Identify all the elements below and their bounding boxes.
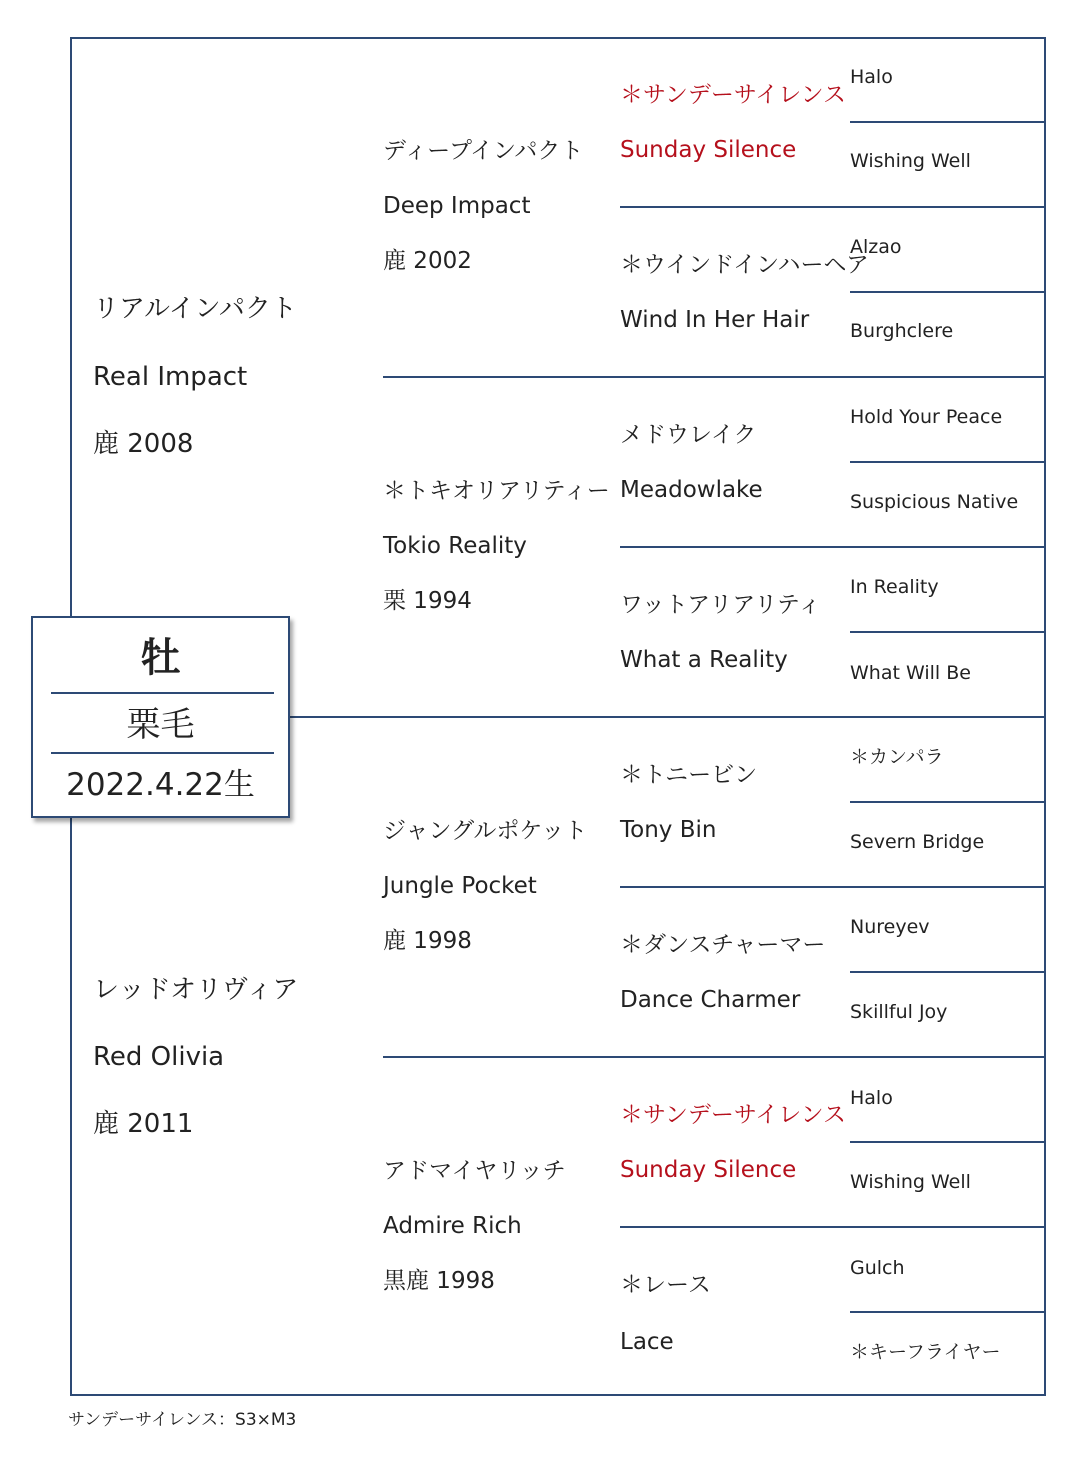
gen3-name-en: What a Reality <box>620 647 788 673</box>
subject-separator <box>51 692 274 694</box>
subject-separator <box>51 752 274 754</box>
gen3-name-jp: ＊サンデーサイレンス <box>620 1102 846 1128</box>
gen3-name-jp: ＊ダンスチャーマー <box>620 932 826 958</box>
divider-gen4 <box>850 461 1046 463</box>
gen4-name: Suspicious Native <box>850 491 1019 513</box>
divider-gen4 <box>850 121 1046 123</box>
gen2-name-jp: アドマイヤリッチ <box>383 1158 566 1184</box>
dam-info: 鹿 2011 <box>93 1109 194 1139</box>
divider-gen4 <box>850 801 1046 803</box>
inbreeding-footnote: サンデーサイレンス：S3×M3 <box>68 1410 297 1430</box>
gen2-name-en: Jungle Pocket <box>383 873 537 899</box>
gen2-info: 栗 1994 <box>383 588 472 614</box>
gen4-name: Burghclere <box>850 320 954 342</box>
dam-name-en: Red Olivia <box>93 1042 225 1072</box>
gen3-name-en: Dance Charmer <box>620 987 801 1013</box>
subject-color: 栗毛 <box>126 705 195 745</box>
gen3-name-en: Sunday Silence <box>620 137 797 163</box>
gen4-name: ＊キーフライヤー <box>850 1341 1001 1363</box>
gen4-name: Gulch <box>850 1257 905 1279</box>
gen3-name-en: Lace <box>620 1329 674 1355</box>
subject-box <box>31 616 290 818</box>
divider-gen4 <box>850 291 1046 293</box>
gen4-name: Wishing Well <box>850 150 971 172</box>
gen4-name: Severn Bridge <box>850 831 985 853</box>
gen3-name-jp: ＊サンデーサイレンス <box>620 82 846 108</box>
divider-gen4 <box>850 631 1046 633</box>
subject-sex: 牡 <box>140 635 181 681</box>
gen4-name: Hold Your Peace <box>850 406 1003 428</box>
gen2-name-en: Deep Impact <box>383 193 531 219</box>
gen4-name: Halo <box>850 1087 893 1109</box>
gen4-name: Skillful Joy <box>850 1001 948 1023</box>
divider-gen2 <box>383 376 1046 378</box>
gen2-name-jp: ディープインパクト <box>383 138 584 164</box>
gen4-name: Halo <box>850 66 893 88</box>
gen3-name-jp: ＊ウインドインハーヘア <box>620 252 869 278</box>
gen3-name-en: Sunday Silence <box>620 1157 797 1183</box>
dam-name-jp: レッドオリヴィア <box>93 975 299 1005</box>
gen4-name: Nureyev <box>850 916 930 938</box>
gen4-name: Alzao <box>850 236 902 258</box>
gen4-name: What Will Be <box>850 662 971 684</box>
gen4-name: Wishing Well <box>850 1171 971 1193</box>
divider-gen2 <box>383 1056 1046 1058</box>
gen3-name-jp: ＊レース <box>620 1272 711 1298</box>
gen3-name-jp: ＊トニービン <box>620 762 758 788</box>
divider-gen3 <box>620 206 1046 208</box>
sire-name-en: Real Impact <box>93 362 248 392</box>
gen2-info: 鹿 1998 <box>383 928 472 954</box>
divider-gen3 <box>620 886 1046 888</box>
gen3-name-en: Tony Bin <box>620 817 717 843</box>
gen4-name: ＊カンパラ <box>850 746 944 768</box>
gen2-name-en: Admire Rich <box>383 1213 522 1239</box>
gen2-name-jp: ジャングルポケット <box>383 818 588 844</box>
gen2-name-en: Tokio Reality <box>383 533 527 559</box>
gen2-info: 黒鹿 1998 <box>383 1268 495 1294</box>
gen2-name-jp: ＊トキオリアリティー <box>383 478 610 504</box>
divider-gen3 <box>620 546 1046 548</box>
gen3-name-jp: ワットアリアリティ <box>620 592 822 618</box>
gen3-name-en: Meadowlake <box>620 477 763 503</box>
sire-name-jp: リアルインパクト <box>93 294 297 324</box>
sire-info: 鹿 2008 <box>93 429 194 459</box>
gen4-name: In Reality <box>850 576 939 598</box>
gen3-name-jp: メドウレイク <box>620 422 757 448</box>
subject-birth: 2022.4.22生 <box>66 767 255 803</box>
divider-gen3 <box>620 1226 1046 1228</box>
divider-gen4 <box>850 1311 1046 1313</box>
gen2-info: 鹿 2002 <box>383 248 472 274</box>
divider-gen4 <box>850 1141 1046 1143</box>
divider-sire-dam <box>290 716 1046 718</box>
divider-gen4 <box>850 971 1046 973</box>
gen3-name-en: Wind In Her Hair <box>620 307 810 333</box>
